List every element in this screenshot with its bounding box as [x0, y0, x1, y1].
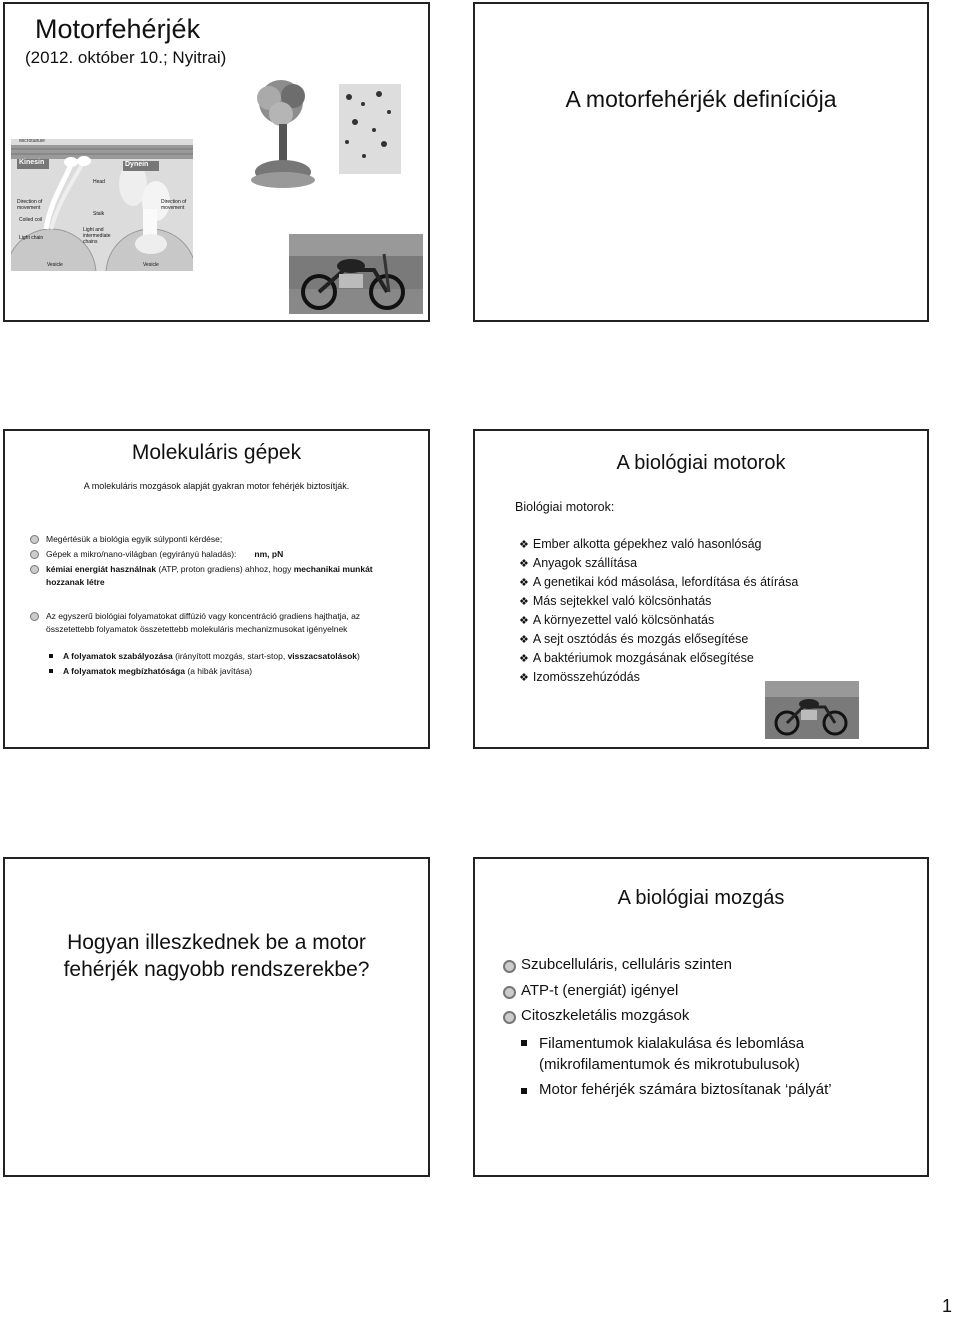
diamond-bullet-icon: ❖: [519, 672, 529, 684]
bullet-3: kémiai energiát használnak (ATP, proton gradiens) ahhoz, hogy mechanikai munkát hozzanak létre: [30, 563, 405, 589]
slide-6-title: A biológiai mozgás: [617, 887, 785, 909]
ring-bullet-icon: [30, 535, 39, 544]
slide-2: [473, 2, 929, 322]
coiled-coil-label: Coiled coil: [19, 217, 43, 223]
bullet-4: Az egyszerű biológiai folyamatokat diffúzió vagy koncentráció gradiens hajthatja, az összetettebb folyamatok összetettebb molekuláris mechanizmusokat igényelnek: [30, 610, 405, 636]
slide-1-title: Motorfehérjék: [35, 14, 201, 44]
slide-5-question: Hogyan illeszkednek be a motor fehérjék nagyobb rendszerekbe?: [63, 931, 370, 981]
diamond-bullet-icon: ❖: [519, 558, 529, 570]
list-item: ❖ A genetikai kód másolása, lefordítása és átírása: [519, 575, 799, 589]
motorcycle-photo-small: [765, 681, 859, 739]
diamond-bullet-icon: ❖: [519, 615, 529, 627]
list-item: ❖ Izomösszehúzódás: [519, 670, 640, 684]
list-item: ❖ Más sejtekkel való kölcsönhatás: [519, 594, 712, 608]
bullet-1: Megértésük a biológia egyik súlyponti kérdése;: [30, 533, 420, 546]
list-item: ❖ A környezettel való kölcsönhatás: [519, 613, 715, 627]
list-item: ❖ Ember alkotta gépekhez való hasonlóság: [519, 537, 762, 551]
kinesin-label: Kinesin: [19, 159, 45, 166]
ring-bullet-icon: [503, 960, 516, 973]
motorcycle-photo: [289, 234, 423, 314]
ring-bullet-icon: [30, 565, 39, 574]
slide-6: [473, 857, 929, 1177]
motor-list: [519, 535, 798, 687]
square-bullet-icon: [49, 654, 53, 658]
diamond-bullet-icon: ❖: [519, 539, 529, 551]
sub-bullet-2: Motor fehérjék számára biztosítanak ‘pályát’: [521, 1081, 832, 1098]
microtubule-label: Microtubule: [19, 139, 45, 144]
kinesin-dynein-diagram: [11, 139, 193, 271]
diamond-bullet-icon: ❖: [519, 577, 529, 589]
ring-bullet-icon: [30, 612, 39, 621]
bullet-3: Citoszkeletális mozgások: [503, 1007, 689, 1024]
ring-bullet-icon: [503, 1011, 516, 1024]
slide-3-subtitle: A molekuláris mozgások alapját gyakran motor fehérjék biztosítják.: [83, 481, 350, 491]
slide-4-intro: Biológiai motorok:: [515, 500, 615, 514]
slide-4-title: A biológiai motorok: [616, 452, 786, 474]
bullet-2: Gépek a mikro/nano-világban (egyirányú haladás): nm, pN: [30, 548, 420, 561]
sub-bullet-1: A folyamatok szabályozása (irányított mozgás, start-stop, visszacsatolások): [49, 650, 419, 663]
slide-1-subtitle: (2012. október 10.; Nyitrai): [25, 48, 227, 67]
direction-right-label: Direction of movement: [161, 199, 187, 211]
diamond-bullet-icon: ❖: [519, 653, 529, 665]
slide-5: [3, 857, 430, 1177]
bullet-2: ATP-t (energiát) igényel: [503, 982, 678, 999]
diamond-bullet-icon: ❖: [519, 634, 529, 646]
light-chain-label: Light chain: [19, 235, 44, 241]
sub-bullet-2: A folyamatok megbízhatósága (a hibák javítása): [49, 665, 419, 678]
page-number: 1: [941, 1296, 952, 1316]
slide-1: [3, 2, 430, 322]
ring-bullet-icon: [503, 986, 516, 999]
atp-synthase-image: [229, 72, 409, 194]
vesicle-right-label: Vesicle: [143, 262, 159, 268]
sub-bullet-1: Filamentumok kialakulása és lebomlása (mikrofilamentumok és mikrotubulusok): [521, 1033, 804, 1075]
vesicle-left-label: Vesicle: [47, 262, 63, 268]
slide-4: [473, 429, 929, 749]
diamond-bullet-icon: ❖: [519, 596, 529, 608]
light-intermediate-label: Light and intermediate chains: [83, 227, 111, 245]
stalk-label: Stalk: [93, 211, 105, 217]
list-item: ❖ A sejt osztódás és mozgás elősegítése: [519, 632, 749, 646]
square-bullet-icon: [49, 669, 53, 673]
bullet-1: Szubcelluláris, celluláris szinten: [503, 956, 732, 973]
ring-bullet-icon: [30, 550, 39, 559]
direction-left-label: Direction of movement: [17, 199, 43, 211]
dynein-label: Dynein: [125, 161, 149, 168]
slide-2-title: A motorfehérjék definíciója: [565, 86, 837, 112]
list-item: ❖ A baktériumok mozgásának elősegítése: [519, 651, 754, 665]
square-bullet-icon: [521, 1088, 527, 1094]
list-item: ❖ Anyagok szállítása: [519, 556, 638, 570]
slide-3: [3, 429, 430, 749]
slide-3-title: Molekuláris gépek: [131, 441, 302, 464]
head-label: Head: [93, 179, 105, 185]
square-bullet-icon: [521, 1040, 527, 1046]
